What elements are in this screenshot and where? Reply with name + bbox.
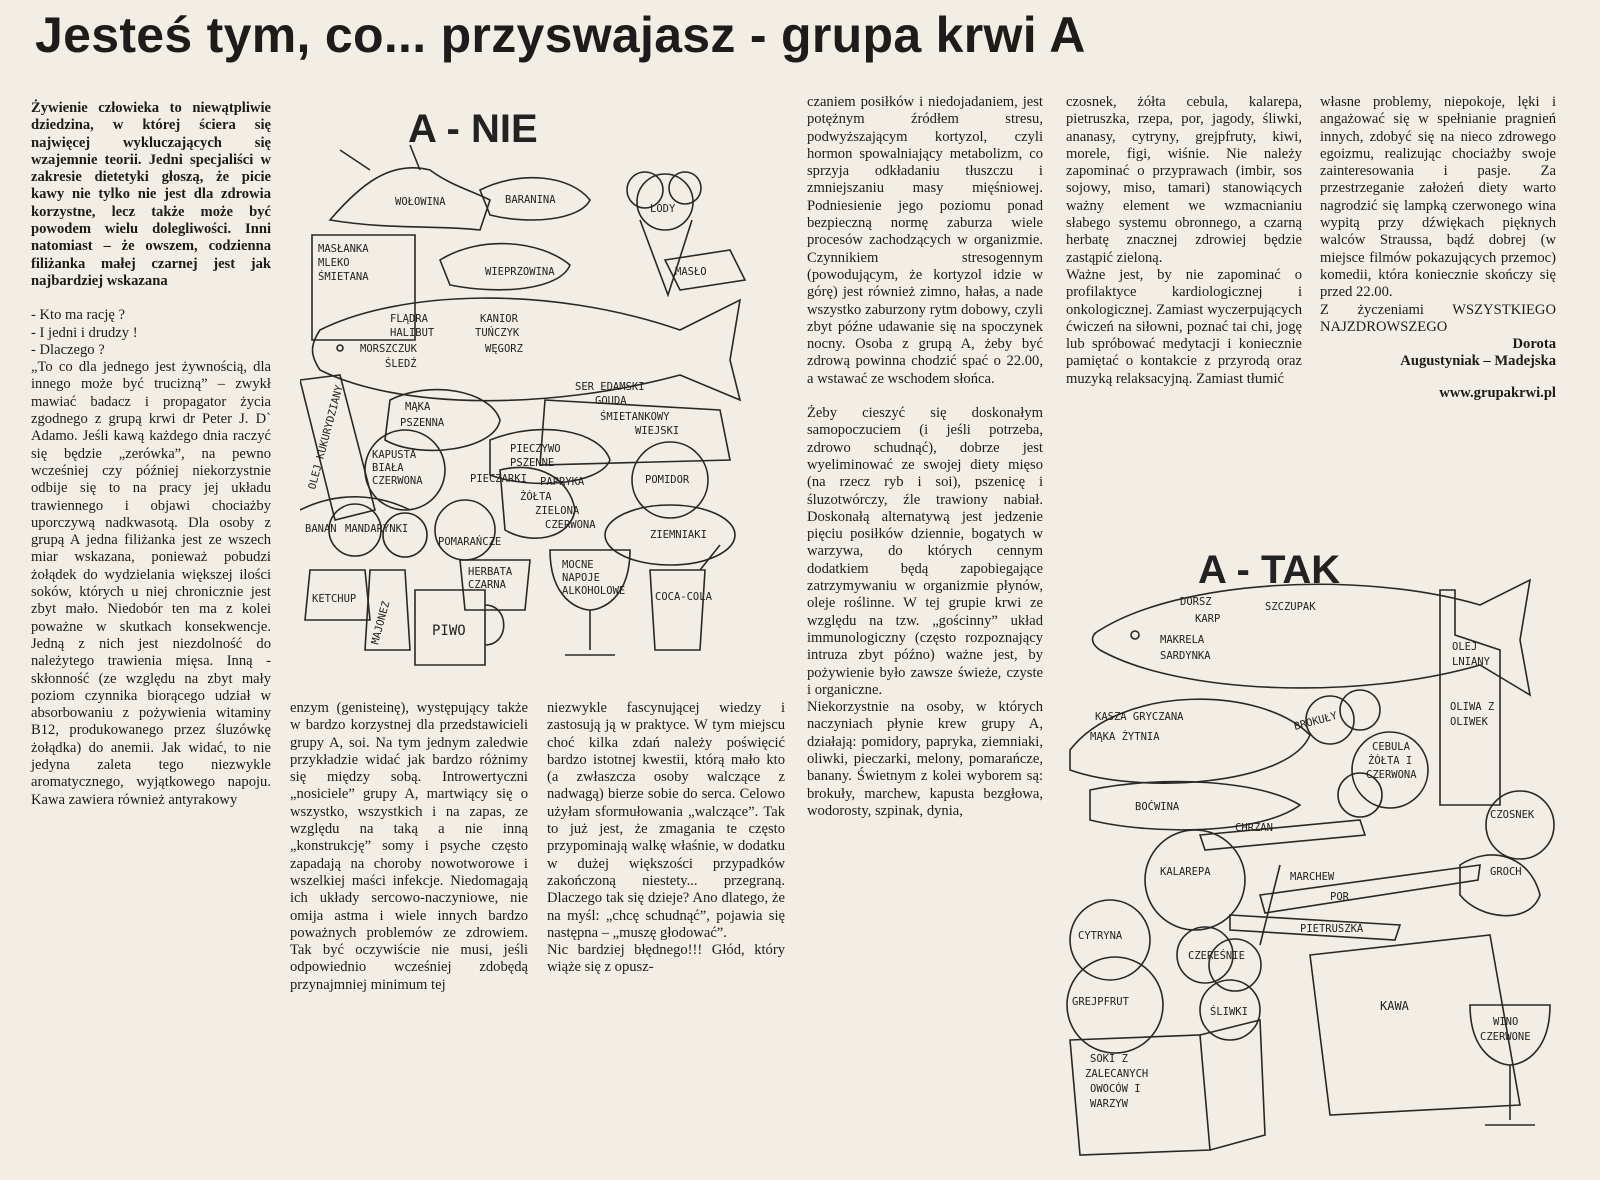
label: KANIOR <box>480 313 518 325</box>
label: KETCHUP <box>312 593 357 605</box>
label: KAWA <box>1380 999 1409 1013</box>
label: OLIWA Z <box>1450 701 1495 713</box>
label: GREJPFRUT <box>1072 996 1129 1008</box>
label: DORSZ <box>1180 596 1212 608</box>
label: MARCHEW <box>1290 871 1335 883</box>
label: WINO <box>1493 1016 1519 1028</box>
label: MAJONEZ <box>369 599 393 646</box>
label: ŻÓŁTA <box>520 491 552 503</box>
label: CHRZAN <box>1235 822 1273 834</box>
label: BANAN <box>305 523 337 535</box>
label: NAPOJE <box>562 572 600 584</box>
label: POMARAŃCZE <box>438 536 502 548</box>
label: KASZA GRYCZANA <box>1095 711 1184 723</box>
column-5 <box>1066 94 1302 388</box>
label: ŚMIETANKOWY <box>600 411 670 423</box>
label: ZIEMNIAKI <box>650 529 707 541</box>
label: MĄKA ŻYTNIA <box>1090 731 1160 743</box>
label: PIWO <box>432 623 466 639</box>
label: CZEREŚNIE <box>1188 950 1245 962</box>
label: WIEJSKI <box>635 425 680 437</box>
label: PSZENNA <box>400 417 445 429</box>
label: WOŁOWINA <box>395 196 446 208</box>
label: KARP <box>1195 613 1221 625</box>
body-paragraph: „To co dla jednego jest żywnością, dla innego może być trucizną” – zwykł mawiać badacz i propagator życia zgodnego z grupą krwi dr Peter J. D` Adamo. Jeśli kawą każdego dnia raczyć się będzie „zerówka”, na pewno wcześniej czy później niekorzystnie odbije się to na pracy jej układu trawiennego i objawi chociażby uporczywą nadkwasotą. Dla osoby z grupą A jedna filiżanka jest ze wszech miar wskazana, ponieważ pobudzi żołądek do wydzielania większej ilości soków, których u niej chronicznie jest zbyt mało. Niedobór ten ma z kolei poważne w skutkach konsekwencje. Jedną z nich jest niezdolność do należytego trawienia mięsa. Inną - skłonność (ze względu na zbyt mały poziom czynnika biorącego udział w absorbowaniu z pożywienia witaminy B12, produkowanego przez śluzówkę żołądka) do anemii. Jak widać, to nie jedyna zaleta tego niezwykle aromatycznego, wyjątkowego napoju. Kawa zawiera również antyrakowy <box>31 359 271 808</box>
label: CZARNA <box>468 579 506 591</box>
label: SARDYNKA <box>1160 650 1211 662</box>
label: OLEJ KUKURYDZIANY <box>306 383 346 491</box>
label: PIECZARKI <box>470 473 527 485</box>
label: BARANINA <box>505 194 556 206</box>
label: BOĆWINA <box>1135 801 1180 813</box>
label: PAPRYKA <box>540 476 585 488</box>
dialogue-line: - Dlaczego ? <box>31 341 105 358</box>
label: WARZYW <box>1090 1098 1128 1110</box>
label: POR <box>1330 891 1349 903</box>
column-6 <box>1320 94 1556 402</box>
label: ZALECANYCH <box>1085 1068 1149 1080</box>
label: ŻÓŁTA I <box>1368 755 1413 767</box>
label: SZCZUPAK <box>1265 601 1316 613</box>
label: COCA-COLA <box>655 591 712 603</box>
label: ŚMIETANA <box>318 271 369 283</box>
article-title: Jesteś tym, co... przyswajasz - grupa krwi A <box>35 7 1086 63</box>
label: MAKRELA <box>1160 634 1205 646</box>
label: ALKOHOLOWE <box>562 585 626 597</box>
label: ZIELONA <box>535 505 580 517</box>
label: MORSZCZUK <box>360 343 417 355</box>
body-paragraph: czosnek, żółta cebula, kalarepa, pietruszka, rzepa, por, jagody, śliwki, ananasy, cytryny, grejpfruty, kiwi, morele, figi, wiśnie. Nie należy zapominać o przyprawach (imbir, sos sojowy, miso, tamari) stanowiących ważny element we wzmacnianiu słabego systemu obronnego, a czarną herbatę znacznej zdrowiej będzie zastąpić zieloną. <box>1066 94 1302 266</box>
dialogue-line: - I jedni i drudzy ! <box>31 324 138 341</box>
label: ŚLIWKI <box>1210 1006 1248 1018</box>
label: SOKI Z <box>1090 1053 1128 1065</box>
label: CYTRYNA <box>1078 930 1123 942</box>
lead-paragraph: Żywienie człowieka to niewątpliwie dziedzina, w której ściera się najwięcej wykluczających się wzajemnie teorii. Jedni specjaliści w zakresie dietetyki głoszą, że picie kawy nie tylko nie jest dla zdrowia korzystne, lecz także może być powodem wielu dolegliwości. Inni natomiast – że owszem, codzienna filiżanka małej czarnej jest jak najbardziej wskazana <box>31 100 271 289</box>
column-2 <box>290 700 528 994</box>
body-paragraph: niezwykle fascynującej wiedzy i zastosują ją w praktyce. W tym miejscu choć kilka zdań należy poświęcić bardzo istotnej kwestii, którą mało kto (a zwłaszcza osoby walczące z nadwagą) bierze sobie do serca. Celowo użyłam sformułowania „walczące”. Tak to już jest, że zmagania te często przypominają walkę właśnie, w dodatku w dużej większości przypadków zakończoną niestety... przegraną. Dlaczego tak się dzieje? Ano dlatego, że na myśl: „chcę schudnąć”, pojawia się następna – „muszę głodować”. <box>547 700 785 941</box>
label: PSZENNE <box>510 457 555 469</box>
source-url: www.grupakrwi.pl <box>1439 384 1556 401</box>
label: POMIDOR <box>645 474 690 486</box>
body-paragraph: Ważne jest, by nie zapominać o profilaktyce kardiologicznej i onkologicznej. Zamiast wyczerpujących ćwiczeń na siłowni, poznać tai chi, jogę lub spróbować medytacji i koniecznie pamiętać o kontakcie z przyrodą oraz muzyką relaksacyjną. Zamiast tłumić <box>1066 266 1302 387</box>
body-paragraph: Nic bardziej błędnego!!! Głód, który wiąże się z opusz- <box>547 942 785 976</box>
author-last-name: Augustyniak – Madejska <box>1400 353 1556 370</box>
label: SER EDAMSKI <box>575 381 645 393</box>
label: FLĄDRA <box>390 313 428 325</box>
label: GROCH <box>1490 866 1522 878</box>
label: KAPUSTA <box>372 449 417 461</box>
label: KALAREPA <box>1160 866 1211 878</box>
label: WĘGORZ <box>485 343 523 355</box>
label: MOCNE <box>562 559 594 571</box>
label: PIECZYWO <box>510 443 561 455</box>
body-paragraph: czaniem posiłków i niedojadaniem, jest potężnym źródłem stresu, podwyższającym kortyzol, czyli hormon spowalniający metabolizm, co sprzyja odkładaniu tłuszczu i zmniejszaniu masy mięśniowej. Podniesienie jego poziomu ponad bezpieczną normę zaburza wiele procesów zachodzących w organizmie. Czynnikiem stresogennym (powodującym, że kortyzol idzie w górę) jest również zimno, hałas, a nade wszystko zaburzony rytm dobowy, czyli zbyt późne udawanie się na spoczynek nocny. Osoba z grupą A, żeby być zdrową powinna chodzić spać o 22.00, a wstawać ze wschodem słońca. <box>807 94 1043 387</box>
label: MĄKA <box>405 401 431 413</box>
label: CZERWONE <box>1480 1031 1531 1043</box>
label: CZOSNEK <box>1490 809 1535 821</box>
label: WIEPRZOWINA <box>485 266 555 278</box>
body-paragraph: własne problemy, niepokoje, lęki i angażować się w spełnianie pragnień innych, zdobyć się na nieco zdrowego egoizmu, realizując chociażby swoje zainteresowania i pasje. Za przestrzeganie założeń diety warto nagrodzić się lampką czerwonego wina wypitą przy dźwiękach pięknych walców Straussa, bądź dobrej (w miejsce filmów pokazujących przemoc) komedii, która koniecznie skończy się przed 22.00. <box>1320 94 1556 301</box>
illustration-a-nie <box>300 90 775 690</box>
label: CZERWONA <box>372 475 423 487</box>
illustration-a-tak <box>1060 535 1590 1175</box>
body-paragraph: Niekorzystnie na osoby, w których naczyniach płynie krew grupy A, działają: pomidory, papryka, ziemniaki, oliwki, pieczarki, melony, pomarańcze, banany. Świetnym z kolei wyborem są: brokuły, marchew, kapusta bezgłowa, wodorosty, szpinak, dynia, <box>807 699 1043 819</box>
label: ŚLEDŹ <box>385 358 417 370</box>
a-tak-heading: A - TAK <box>1198 548 1341 592</box>
label: MASŁO <box>675 266 707 278</box>
label: TUŃCZYK <box>475 327 520 339</box>
label: MASŁANKA <box>318 243 369 255</box>
label: LODY <box>650 203 676 215</box>
column-4 <box>807 94 1043 820</box>
label: OLEJ <box>1452 641 1478 653</box>
label: CEBULA <box>1372 741 1410 753</box>
label: HALIBUT <box>390 327 435 339</box>
label: HERBATA <box>468 566 513 578</box>
label: BIAŁA <box>372 462 404 474</box>
dialogue-line: - Kto ma rację ? <box>31 307 125 324</box>
label: PIETRUSZKA <box>1300 923 1364 935</box>
label: OWOCÓW I <box>1090 1083 1141 1095</box>
label: MLEKO <box>318 257 350 269</box>
label: BROKUŁY <box>1292 709 1339 733</box>
body-paragraph: Żeby cieszyć się doskonałym samopoczuciem (i jeśli potrzeba, zdrowo schudnąć), dobrze jest wyeliminować ze swojej diety mięso (na rzecz ryb i soi), pszenicę i śluzotwórczy, źle trawiony nabiał. Doskonałą alternatywą jest jedzenie pięciu posiłków dziennie, bogatych w warzywa, do których cennym dodatkiem będą zapobiegające zatrzymywaniu w organizmie płynów, oleje roślinne. W tej grupie krwi ze względu na tzw. „gościnny” układ immunologiczny (często rozpoznający intruza zbyt późno) ważne jest, by pożywienie było zawsze świeże, czyste i organiczne. <box>807 405 1043 698</box>
label: GOUDA <box>595 395 627 407</box>
label: MANDARYNKI <box>345 523 409 535</box>
column-1 <box>31 100 271 809</box>
label: CZERWONA <box>1366 769 1417 781</box>
label: LNIANY <box>1452 656 1490 668</box>
a-nie-heading: A - NIE <box>408 107 538 151</box>
body-paragraph: enzym (genisteinę), występujący także w bardzo korzystnej dla przedstawicieli grupy A, soi. Na tym jednym zaledwie przykładzie widać jak bardzo różnimy się między sobą. Introwertyczni „nosiciele” grupy A, martwiący się o wszystko, wszystkich i na zapas, ze względu na taką a nie inną „konstrukcję” somy i psyche często zapadają na choroby nowotworowe i wszelkiej maści infekcje. Niedomagają ich układy sercowo-naczyniowe, nie omija astma i wiele innych bardzo poważnych problemów ze zdrowiem. Tak być oczywiście nie musi, jeśli odpowiednio wcześniej zdobędą przynajmniej minimum tej <box>290 700 528 993</box>
label: OLIWEK <box>1450 716 1488 728</box>
column-3 <box>547 700 785 977</box>
author-first-name: Dorota <box>1512 336 1556 353</box>
label: CZERWONA <box>545 519 596 531</box>
closing-wishes: Z życzeniami WSZYSTKIEGO NAJZDROWSZEGO <box>1320 301 1556 335</box>
